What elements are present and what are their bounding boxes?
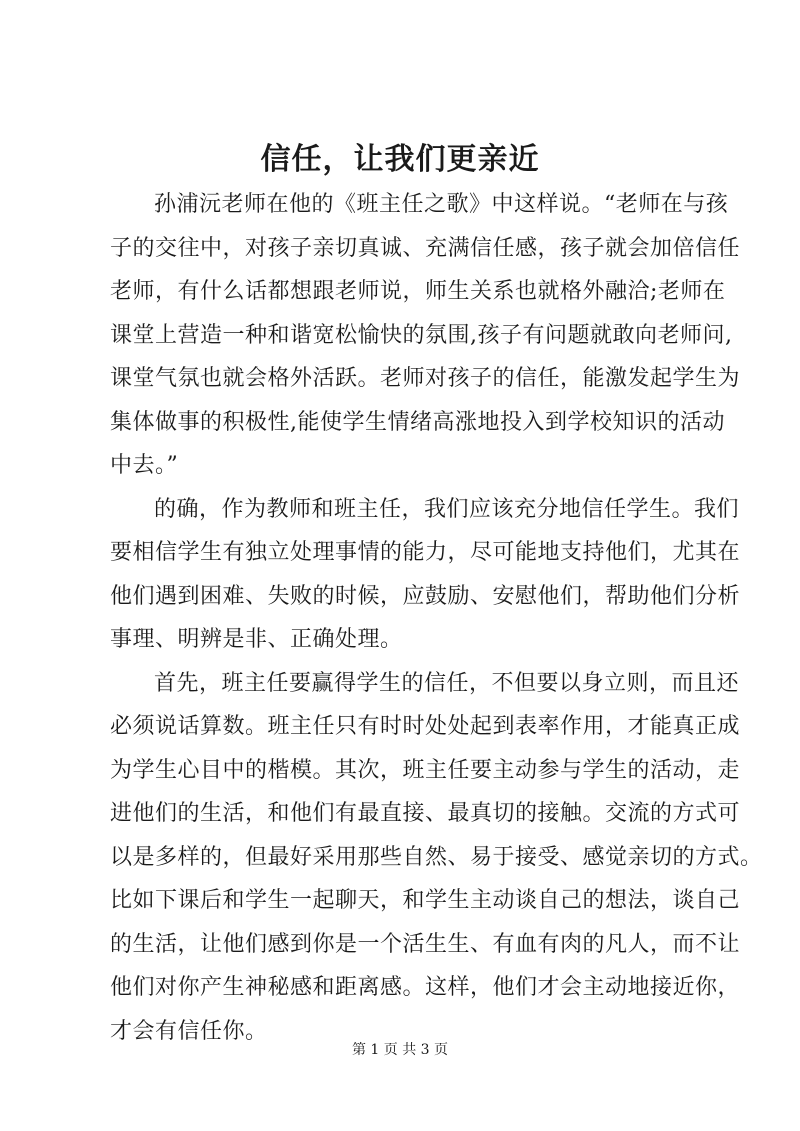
text-line: 为学生心目中的楷模。其次，班主任要主动参与学生的活动，走: [110, 757, 741, 783]
text-line: 的确，作为教师和班主任，我们应该充分地信任学生。我们: [154, 496, 740, 522]
text-line: 课堂上营造一种和谐宽松愉快的氛围,孩子有问题就敢向老师问,: [110, 322, 733, 348]
text-line: 事理、明辨是非、正确处理。: [110, 627, 403, 652]
text-line: 进他们的生活，和他们有最直接、最真切的接触。交流的方式可: [110, 801, 741, 826]
text-line: 比如下课后和学生一起聊天，和学生主动谈自己的想法，谈自己: [110, 888, 741, 913]
paragraph-1: [110, 183, 741, 488]
paragraph-3: [110, 662, 763, 1054]
document-body: [110, 183, 763, 1053]
text-line: 课堂气氛也就会格外活跃。老师对孩子的信任，能激发起学生为: [110, 366, 741, 391]
text-line: 首先，班主任要赢得学生的信任，不但要以身立则，而且还: [154, 670, 740, 696]
text-line: 子的交往中，对孩子亲切真诚、充满信任感，孩子就会加倍信任: [110, 235, 741, 261]
text-line: 的生活，让他们感到你是一个活生生、有血有肉的凡人，而不让: [110, 931, 741, 957]
page-footer: 第 1 页 共 3 页: [351, 1042, 449, 1058]
paragraph-2: [110, 488, 741, 662]
text-line: 他们遇到困难、失败的时候，应鼓励、安慰他们，帮助他们分析: [110, 583, 741, 609]
text-line: 老师，有什么话都想跟老师说，师生关系也就格外融洽;老师在: [110, 279, 726, 304]
text-line: 以是多样的，但最好采用那些自然、易于接受、感觉亲切的方式。: [110, 844, 763, 870]
text-line: 孙浦沅老师在他的《班主任之歌》中这样说。“老师在与孩: [154, 192, 729, 217]
text-line: 他们对你产生神秘感和距离感。这样，他们才会主动地接近你，: [110, 975, 741, 1000]
text-line: 集体做事的积极性,能使学生情绪高涨地投入到学校知识的活动: [110, 409, 725, 435]
text-line: 才会有信任你。: [110, 1018, 268, 1044]
text-line: 要相信学生有独立处理事情的能力，尽可能地支持他们，尤其在: [110, 540, 741, 565]
page-title: 信任，让我们更亲近: [260, 142, 540, 177]
text-line: 中去。”: [110, 453, 179, 478]
text-line: 必须说话算数。班主任只有时时处处起到表率作用，才能真正成: [110, 714, 741, 739]
